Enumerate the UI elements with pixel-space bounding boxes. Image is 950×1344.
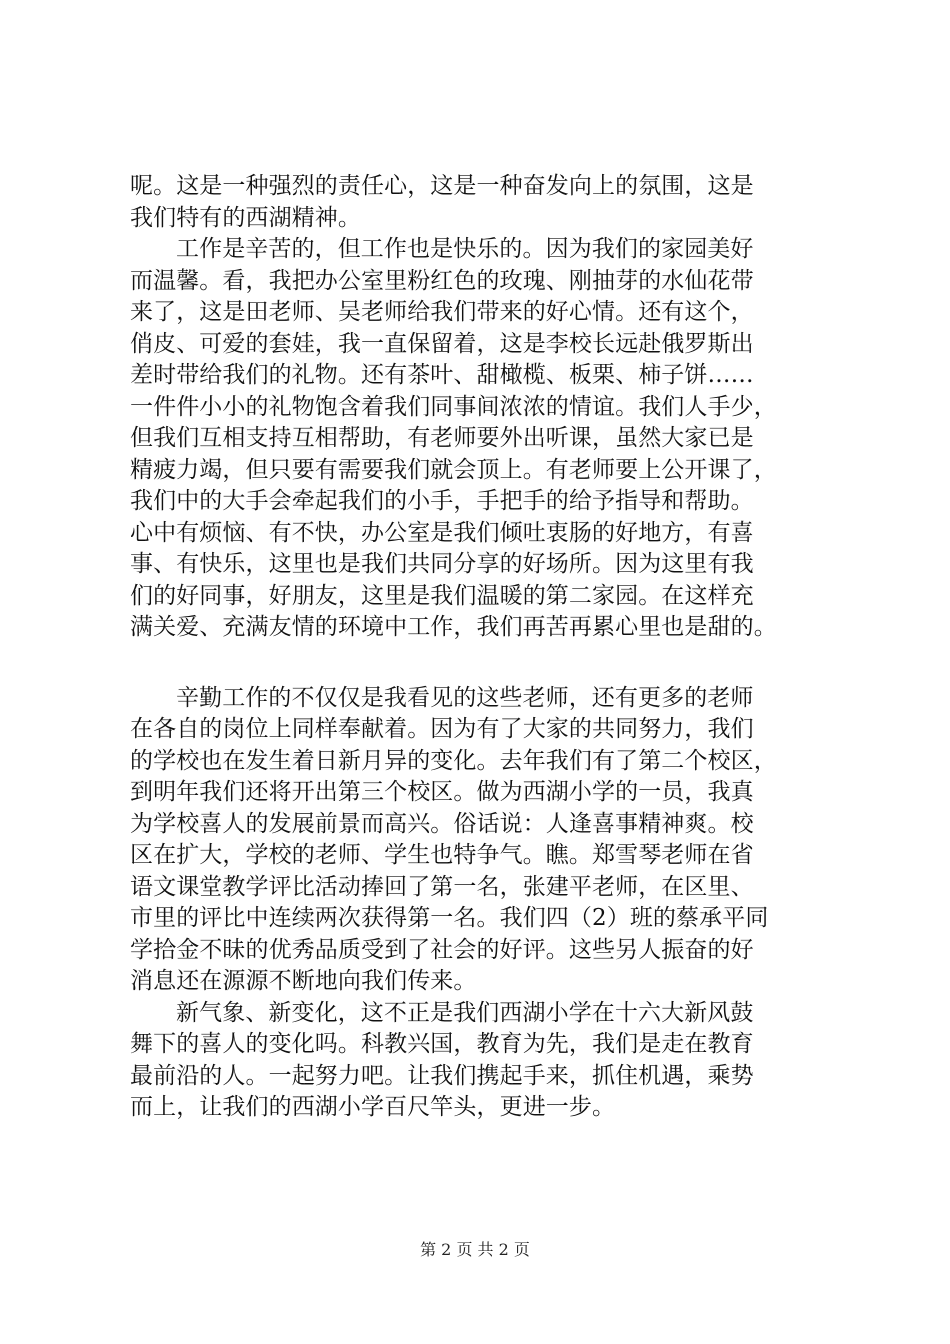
text-line: 舞下的喜人的变化吗。科教兴国，教育为先，我们是走在教育 xyxy=(130,1031,754,1057)
text-line: 差时带给我们的礼物。还有茶叶、甜橄榄、板栗、柿子饼…… xyxy=(130,362,754,388)
paragraph xyxy=(130,234,842,644)
text-line: 语文课堂教学评比活动捧回了第一名，张建平老师，在区里、 xyxy=(130,873,754,900)
text-line: 们的好同事，好朋友，这里是我们温暖的第二家园。在这样充 xyxy=(130,582,754,609)
text-line: 来了，这是田老师、吴老师给我们带来的好心情。还有这个， xyxy=(130,299,754,325)
paragraph xyxy=(130,998,842,1124)
text-line: 在各自的岗位上同样奉献着。因为有了大家的共同努力，我们 xyxy=(130,716,754,742)
text-line: 到明年我们还将开出第三个校区。做为西湖小学的一员，我真 xyxy=(130,779,754,805)
text-line: 事、有快乐，这里也是我们共同分享的好场所。因为这里有我 xyxy=(130,551,754,577)
page-footer: 第 2 页 共 2 页 xyxy=(420,1240,530,1259)
paragraph-gap xyxy=(130,644,842,683)
text-line: 最前沿的人。一起努力吧。让我们携起手来，抓住机遇，乘势 xyxy=(130,1062,754,1089)
text-line: 为学校喜人的发展前景而高兴。俗话说：人逢喜事精神爽。校 xyxy=(130,810,754,837)
text-line: 我们中的大手会牵起我们的小手，手把手的给予指导和帮助。 xyxy=(130,488,754,514)
text-line: 满关爱、充满友情的环境中工作，我们再苦再累心里也是甜的。 xyxy=(130,614,777,640)
text-line: 消息还在源源不断地向我们传来。 xyxy=(130,968,477,994)
text-line: 心中有烦恼、有不快，办公室是我们倾吐衷肠的好地方，有喜 xyxy=(130,519,754,546)
text-line: 一件件小小的礼物饱含着我们同事间浓浓的情谊。我们人手少， xyxy=(130,393,777,420)
text-line: 新气象、新变化，这不正是我们西湖小学在十六大新风鼓 xyxy=(176,999,754,1026)
text-line: 俏皮、可爱的套娃，我一直保留着，这是李校长远赴俄罗斯出 xyxy=(130,330,754,357)
document-body xyxy=(130,171,842,1124)
text-line: 学拾金不昧的优秀品质受到了社会的好评。这些另人振奋的好 xyxy=(130,936,754,963)
text-line: 精疲力竭，但只要有需要我们就会顶上。有老师要上公开课了， xyxy=(130,456,777,483)
text-line: 工作是辛苦的，但工作也是快乐的。因为我们的家园美好 xyxy=(176,236,754,262)
text-line: 呢。这是一种强烈的责任心，这是一种奋发向上的氛围，这是 xyxy=(130,173,754,199)
text-line: 的学校也在发生着日新月异的变化。去年我们有了第二个校区， xyxy=(130,747,777,774)
text-line: 辛勤工作的不仅仅是我看见的这些老师，还有更多的老师 xyxy=(176,684,754,711)
text-line: 市里的评比中连续两次获得第一名。我们四（2）班的蔡承平同 xyxy=(130,905,769,931)
text-line: 但我们互相支持互相帮助，有老师要外出听课，虽然大家已是 xyxy=(130,425,754,451)
text-line: 区在扩大，学校的老师、学生也特争气。瞧。郑雪琴老师在省 xyxy=(130,842,754,868)
text-line: 而温馨。看，我把办公室里粉红色的玫瑰、刚抽芽的水仙花带 xyxy=(130,267,754,294)
paragraph xyxy=(130,171,842,234)
text-line: 我们特有的西湖精神。 xyxy=(130,204,361,231)
paragraph xyxy=(130,683,842,998)
text-line: 而上，让我们的西湖小学百尺竿头，更进一步。 xyxy=(130,1094,616,1120)
